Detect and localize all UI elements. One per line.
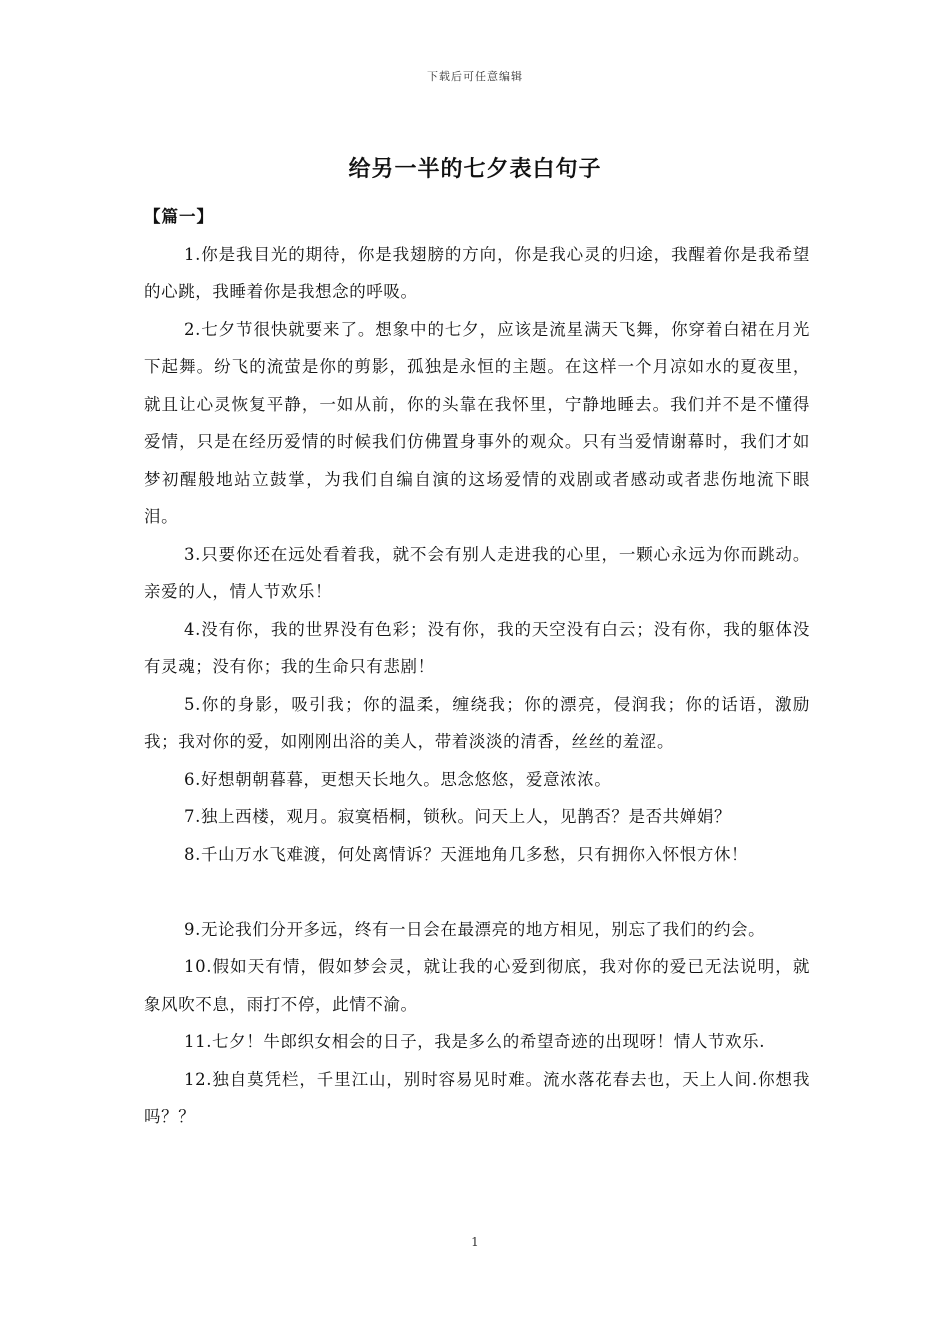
paragraph-9: 9.无论我们分开多远，终有一日会在最漂亮的地方相见，别忘了我们的约会。 <box>184 919 766 939</box>
paragraph-2: 2.七夕节很快就要来了。想象中的七夕，应该是流星满天飞舞，你穿着白裙在月光下起舞。纷飞的流萤是你的剪影，孤独是永恒的主题。在这样一个月凉如水的夏夜里，就且让心灵恢复平静，一如从前，你的头靠在我怀里，宁静地睡去。我们并不是不懂得爱情，只是在经历爱情的时候我们仿佛置身事外的观众。只有当爱情谢幕时，我们才如梦初醒般地站立鼓掌，为我们自编自演的这场爱情的戏剧或者感动或者悲伤地流下眼泪。 <box>144 319 810 526</box>
section-heading: 【篇一】 <box>144 207 214 226</box>
paragraph-12: 12.独自莫凭栏，千里江山，别时容易见时难。流水落花春去也，天上人间.你想我吗？？ <box>144 1069 810 1126</box>
paragraph-1: 1.你是我目光的期待，你是我翅膀的方向，你是我心灵的归途，我醒着你是我希望的心跳，我睡着你是我想念的呼吸。 <box>144 244 810 301</box>
paragraph-3: 3.只要你还在远处看着我，就不会有别人走进我的心里，一颗心永远为你而跳动。亲爱的人，情人节欢乐！ <box>144 544 810 601</box>
paragraph-6: 6.好想朝朝暮暮，更想天长地久。思念悠悠，爱意浓浓。 <box>184 769 612 789</box>
document-body <box>144 198 810 1136</box>
paragraph-7: 7.独上西楼，观月。寂寞梧桐，锁秋。问天上人，见鹊否？是否共婵娟？ <box>184 807 732 826</box>
header-note: 下载后可任意编辑 <box>427 70 523 83</box>
page-number: 1 <box>471 1235 479 1249</box>
paragraph-4: 4.没有你，我的世界没有色彩；没有你，我的天空没有白云；没有你，我的躯体没有灵魂；没有你；我的生命只有悲剧！ <box>144 619 810 676</box>
paragraph-8: 8.千山万水飞难渡，何处离情诉？天涯地角几多愁，只有拥你入怀恨方休！ <box>184 844 749 864</box>
paragraph-11: 11.七夕！牛郎织女相会的日子，我是多么的希望奇迹的出现呀！情人节欢乐. <box>184 1032 766 1051</box>
paragraph-10: 10.假如天有情，假如梦会灵，就让我的心爱到彻底，我对你的爱已无法说明，就象风吹不息，雨打不停，此情不渝。 <box>144 957 810 1014</box>
paragraph-5: 5.你的身影，吸引我；你的温柔，缠绕我；你的漂亮，侵润我；你的话语，激励我；我对你的爱，如刚刚出浴的美人，带着淡淡的清香，丝丝的羞涩。 <box>144 694 810 751</box>
page-title: 给另一半的七夕表白句子 <box>348 156 602 182</box>
